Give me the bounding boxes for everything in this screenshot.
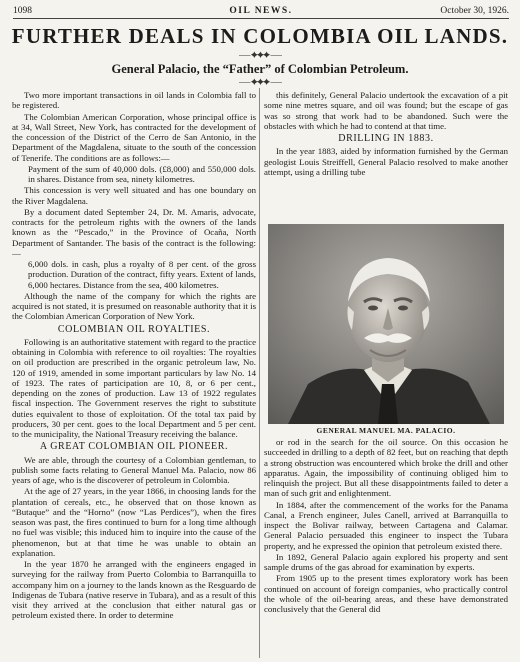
column-rule xyxy=(259,88,260,658)
paragraph: Although the name of the company for which the rights are acquired is not stated, it is presumed on reasonable authority that it is the Colombian American Corporation of New York. xyxy=(12,290,256,322)
paragraph: From 1905 up to the present times exploratory work has been continued on account of foreign companies, who practically control the whole of the oil-bearing areas, and these have demonstrated conclusively that the General did xyxy=(264,573,508,614)
publication-title: OIL NEWS. xyxy=(229,6,293,16)
paragraph: this definitely, General Palacio undertook the excavation of a pit some nine metres square, and oil was found; but the escape of gas was so strong that work had to be abandoned. Such were the obstacles with which he had to contend at that time. xyxy=(264,90,508,131)
section-heading: A GREAT COLOMBIAN OIL PIONEER. xyxy=(39,441,229,453)
ornament-divider: ⎯⎯⎯ ✦✦✦ ⎯⎯⎯ xyxy=(239,50,281,60)
article-subheadline: General Palacio, the “Father” of Colombian Petroleum. xyxy=(111,62,409,76)
portrait-image xyxy=(268,224,504,424)
paragraph: In the year 1870 he arranged with the engineers engaged in surveying for the railway from Puerto Colombia to Barranquilla to accompany him on a journey to the lands known as the Resguardo de Indigenas de Tubara (native reserve in Tubara), and as a result of this visit they arrived at the conclusion that either natural gas or petroleum existed there. In order to determine xyxy=(12,559,256,621)
page-number: 1098 xyxy=(13,6,32,16)
paragraph: By a document dated September 24, Dr. M. Amaris, advocate, contracts for the petroleum rights with the owners of the lands known as the “Pescado,” in the Province of Ocaña, North Department of Santander. The basis of the contract is the following:— xyxy=(12,206,256,258)
photo-caption: GENERAL MANUEL MA. PALACIO. xyxy=(316,426,456,435)
issue-date: October 30, 1926. xyxy=(440,6,509,16)
paragraph: Two more important transactions in oil lands in Colombia fall to be registered. xyxy=(12,90,256,111)
running-head-rule xyxy=(13,18,509,19)
paragraph: or rod in the search for the oil source. On this occasion he succeeded in drilling to a depth of 82 feet, but on reaching that depth a strong obstruction was encountered which broke the drill and other apparatus. Again, the impossibility of continuing obliged him to relinquish the project. But all these disappointments failed to deter a man of such grit and enlightenment. xyxy=(264,437,508,499)
paragraph: Payment of the sum of 40,000 dols. (£8,000) and 550,000 dols. in shares. Distance from sea, ninety kilometres. xyxy=(28,163,256,184)
paragraph: In 1884, after the commencement of the works for the Panama Canal, a French engineer, Jules Canell, arrived at Barranquilla to inspect the Bolivar railway, between Cartagena and Calamar. General Palacio persuaded this engineer to inspect the Tubara property, and he expressed the opinion that petroleum existed there. xyxy=(264,499,508,551)
paragraph: We are able, through the courtesy of a Colombian gentleman, to publish some facts relating to General Manuel Ma. Palacio, now 86 years of age, who is the discoverer of petroleum in Colombia. xyxy=(12,454,256,485)
paragraph: At the age of 27 years, in the year 1866, in choosing lands for the plantation of cereals, etc., he observed that on those known as “Butaque” and the “Horno” (now “Las Perdices”), when the fires season was past, the fires continued to burn for a long time although no fuel was visible; this induced him to inquire into the cause of the phenomenon, but at that time he was unable to obtain an explanation. xyxy=(12,486,256,558)
paragraph: In the year 1883, aided by information furnished by the German geologist Louis Streiffell, General Palacio resolved to make another attempt, using a drilling tube xyxy=(264,146,508,177)
right-column-top xyxy=(264,90,508,220)
paragraph: 6,000 dols. in cash, plus a royalty of 8 per cent. of the gross production. Duration of the contract, fifty years. Extent of lands, 6,000 hectares. Distance from the sea, 400 kilometres. xyxy=(28,259,256,290)
article-headline: FURTHER DEALS IN COLOMBIA OIL LANDS. xyxy=(11,24,509,48)
paragraph: Following is an authoritative statement with regard to the practice obtaining in Colombia with reference to oil royalties: The royalties on oil production are prescribed in the organic petroleum law, No. 120 of 1919, amended in some important particulars by law No. 14 of 1923. The rates of participation are 10, 8, or 6 per cent., depending on the zones of production. Law 13 of 1922 regulates fiscal inspection. The Government reserves the right to substitute duties equivalent to those of exploitation. Of the total tax paid by producers, 30 per cent. goes to the local Department and 5 per cent. to the municipality, the National Treasury receiving the balance. xyxy=(12,336,256,439)
right-column-bottom xyxy=(264,437,508,657)
paragraph: In 1892, General Palacio again explored his property and sent sample drums of the gas abroad for examination by experts. xyxy=(264,551,508,572)
paragraph: The Colombian American Corporation, whose principal office is at 34, Wall Street, New York, has contracted for the development of the concession of the District of the Cerro de San Antonio, in the Department of the Magdalena, situate to the south of the concession of Tenerife. The conditions are as follows:— xyxy=(12,111,256,163)
section-heading: COLOMBIAN OIL ROYALTIES. xyxy=(57,323,211,335)
portrait-photograph xyxy=(268,224,504,424)
paragraph: This concession is very well situated and has one boundary on the River Magdalena. xyxy=(12,185,256,206)
left-column xyxy=(12,90,256,656)
section-heading: DRILLING IN 1883. xyxy=(338,133,434,144)
ornament-divider: ⎯⎯⎯ ✦✦✦ ⎯⎯⎯ xyxy=(239,77,281,87)
